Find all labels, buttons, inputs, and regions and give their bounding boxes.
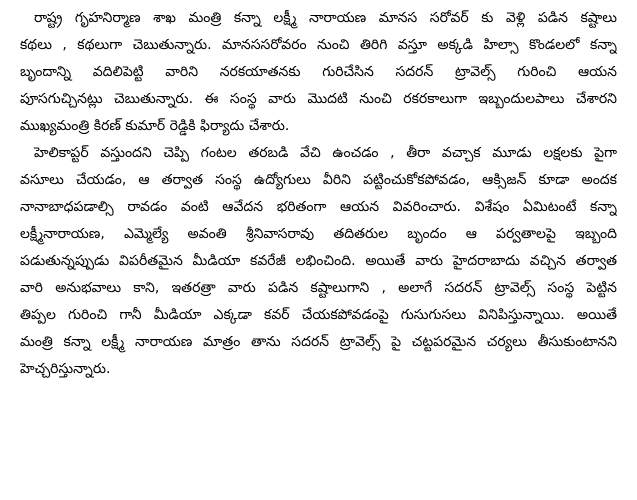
paragraph-line: వారి అనుభవాలు కాని, ఇతరత్రా వారు పడిన కష్టాలుగాని , అలాగే సదరన్ ట్రావెల్స్ సంస్థ పెట్టిన [20,280,617,296]
paragraph-line: లక్ష్మీనారాయణ, ఎమ్మెల్యే అవంతి శ్రీనివాసరావు తదితరుల బృందం ఆ పర్వతాలపై ఇబ్బంది [20,226,617,242]
paragraph-line: రాష్ట్ర గృహనిర్మాణ శాఖ మంత్రి కన్నా లక్ష్మీ నారాయణ మానస సరోవర్ కు వెళ్లి పడిన కష్టాలు [34,10,617,26]
paragraph-line: హెలికాప్టర్ వస్తుందని చెప్పి గంటల తరబడి వేచి ఉంచడం , తీరా వచ్చాక మూడు లక్షలకు పైగా [34,145,617,161]
article-body [20,0,617,383]
paragraph-line: నానాబాధపడాల్సి రావడం వంటి ఆవేదన భరితంగా ఆయన వివరించారు. విశేషం ఏమిటంటే కన్నా [20,199,617,215]
paragraph-line: వసూలు చేయడం, ఆ తర్వాత సంస్థ ఉద్యోగులు వీరిని పట్టించుకోకపోవడం, ఆక్సిజన్ కూడా అందక [20,172,617,188]
paragraph-line: తిప్పల గురించి గానీ మీడియా ఎక్కడా కవర్ చేయకపోవడంపై గుసుగుసలు వినిపిస్తున్నాయి. అయితే [20,307,617,323]
paragraph-line: హెచ్చరిస్తున్నారు. [20,361,111,377]
paragraph-line: బృందాన్ని వదిలిపెట్టి వారిని నరకయాతనకు గురిచేసిన సదరన్ ట్రావెల్స్ గురించి ఆయన [20,64,617,80]
paragraph-line: కథలు , కథలుగా చెబుతున్నారు. మానససరోవరం నుంచి తిరిగి వస్తూ అక్కడి హిల్సా కొండలలో కన్నా [20,37,617,53]
paragraph-line: పూసగుచ్చినట్లు చెబుతున్నారు. ఈ సంస్థ వారు మొదటి నుంచి రకరకాలుగా ఇబ్బందులపాలు చేశారని [20,91,617,107]
paragraph-line: పడుతున్నప్పుడు విపరీతమైన మీడియా కవరేజీ లభించింది. అయితే వారు హైదరాబాదు వచ్చిన తర్వాత [20,253,617,269]
paragraph-line: ముఖ్యమంత్రి కిరణ్ కుమార్ రెడ్డికి ఫిర్యాదు చేశారు. [20,118,290,134]
paragraph-1 [20,0,617,140]
paragraph-2 [20,140,617,383]
paragraph-line: మంత్రి కన్నా లక్ష్మీ నారాయణ మాత్రం తాను సదరన్ ట్రావెల్స్ పై చట్టపరమైన చర్యలు తీసుకుంటానని [20,334,617,350]
